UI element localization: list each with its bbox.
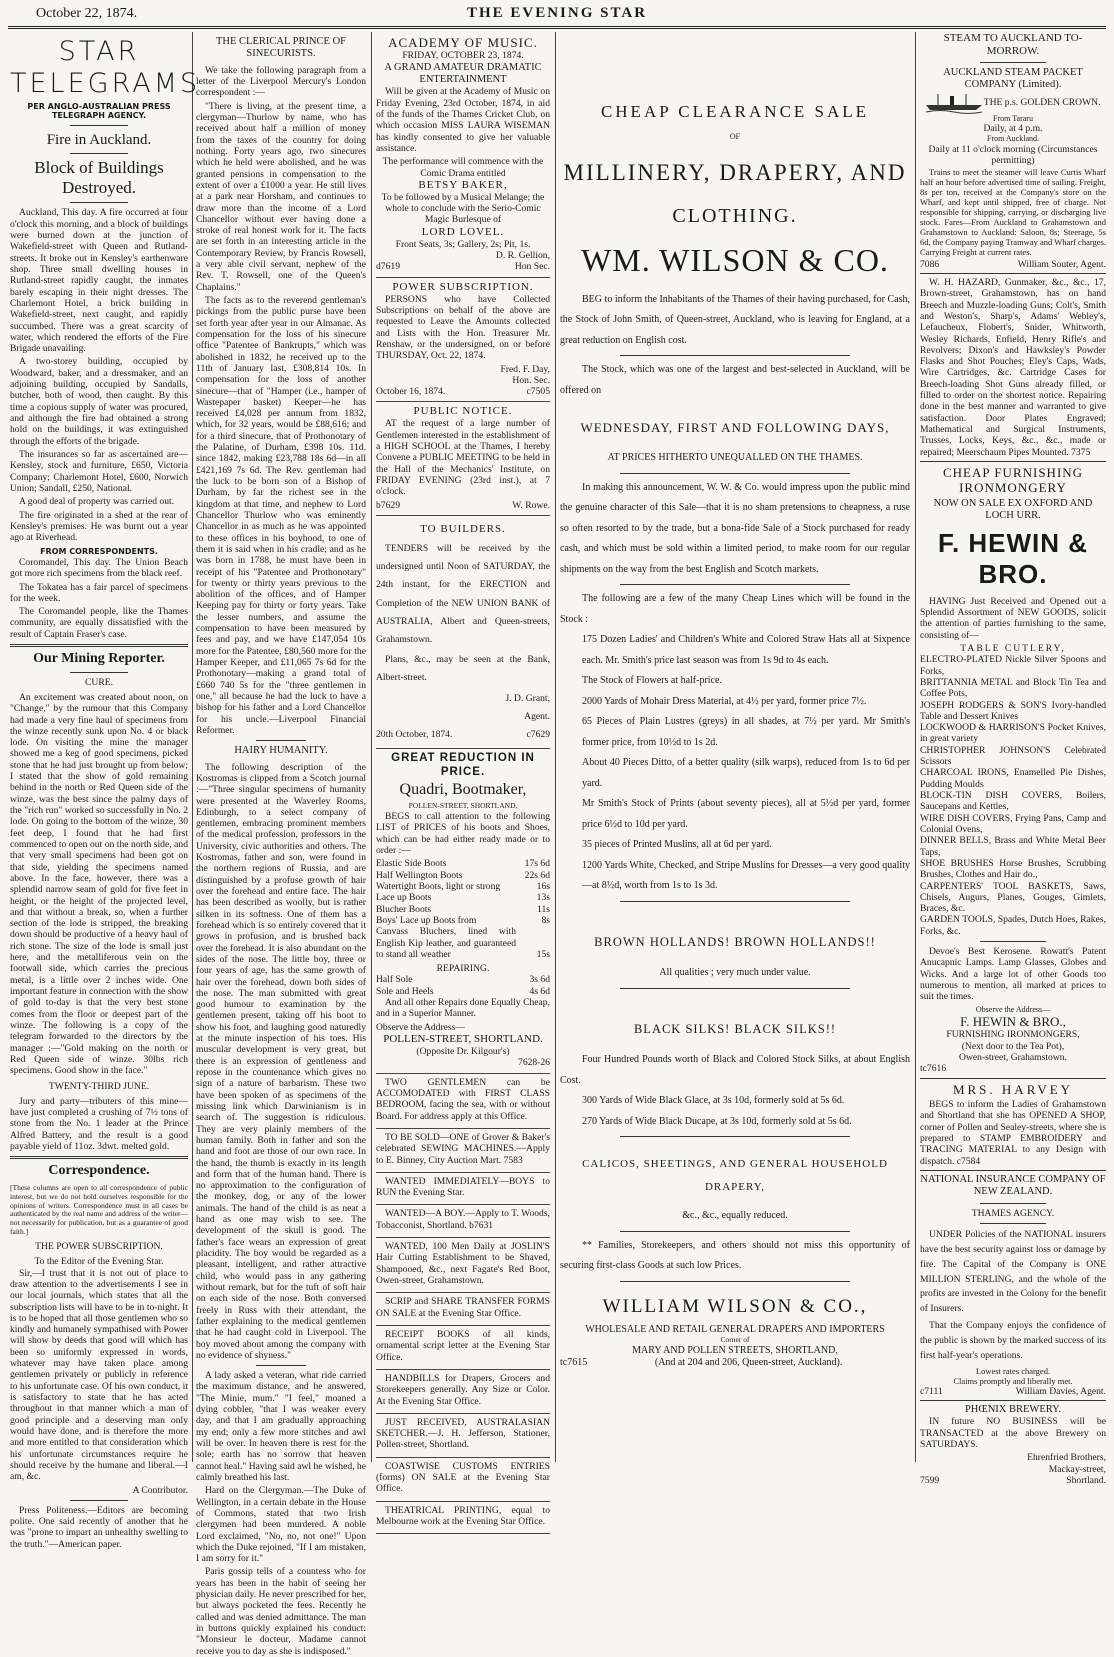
ad-code: d7619 (376, 261, 400, 273)
hazard-ad: W. H. HAZARD, Gunmaker, &c., &c., 17, Brown-street, Grahamstown, has on hand Breech and Muzzle-loading Guns; Colt's, Smith and Weston's, Sharp's, Adams' Webley's, Lefaucheux, Flobert's, Snider, Whitworth, Wesley Richards, Enfield, Henry Rifle's and Revolvers; Dixon's and Hawksley's Powder Flasks and Shot Pouches; Eley's Caps, Wads, Wire Cartridges, &c. Cartridge Cases for Breech-loading Shot Guns already filled, or filled to order on the shortest notice. Repairing done in the best manner and warranted to give satisfaction. Door Plates Engraved; Mathematical and Surgical Instruments, Trusses, Locks, Keys, &c., &c., made or repaired; Meerschaum Pipes Mounted. 7375 (920, 276, 1106, 458)
small-ad (376, 1414, 550, 1458)
price-list (376, 858, 550, 960)
power-letter: Sir,—I trust that it is not out of place to draw attention to the advertisements I see in our local journals, which states that all the subscription lists will have to be in to-night. It is to be hoped that all those gentlemen who so kindly and humanely sympathised with Power will show by deeds that good will which has been so uniformly expressed in words, whatever may have taken place among gentlemen privately or publicly in reference to his unfortunate case. Of his own conduct, it is satisfactory to state that he has acted throughout in that manner which a man of good principle and a deserving man only would have done, and is therefore the more and more entitled to that consideration which his unfortunate circumstances require he should receive by the humane and liberal.—I am, &c. (10, 1267, 188, 1483)
stock-item: The Stock of Flowers at half-price. (582, 675, 722, 687)
builders-date: 20th October, 1874. (376, 729, 453, 741)
sale-clothing: CLOTHING. (672, 204, 798, 227)
furnish-head: CHEAP FURNISHING IRONMONGERY (942, 464, 1084, 496)
hewin2-addr: Owen-street, Grahamstown. (959, 1052, 1067, 1064)
divider (620, 1281, 850, 1282)
price-item: Half Sole (376, 974, 413, 986)
price-item: Canvass Bluchers, lined with English Kip leather, and guaranteed to stand all weather (376, 926, 516, 960)
builders-plans: Plans, &c., may be seen at the Bank, Albert-street. (376, 654, 550, 684)
price-row (376, 892, 550, 903)
reduction-body: BEGS to call attention to the following LIST of PRICES of his boots and Shoes, which can be had either ready made or to order :— (376, 811, 550, 857)
power-body: PERSONS who have Collected Subscriptions on behalf of the above are requested to Leave the Amounts collected and Lists with the Hon. Treasurer Mr. Renshaw, or the undersigned, on or before THURSDAY, Oct. 22, 1874. (376, 293, 550, 362)
builders-body: TENDERS will be received by the undersigned until Noon of SATURDAY, the 24th instant, for the ERECTION and Completion of the NEW UNION BANK of AUSTRALIA, Albert and Queen-streets, Grahamstown. (376, 542, 550, 645)
footer-corner: Corner of (720, 1335, 750, 1345)
phoenix-body: IN future NO BUSINESS will be TRANSACTED at the above Brewery on SATURDAYS. (920, 1416, 1106, 1450)
footer-streets: MARY AND POLLEN STREETS, SHORTLAND, (632, 1344, 838, 1356)
stock-item: 175 Dozen Ladies' and Children's White and Colored Straw Hats all at Sixpence each. Mr. Smith's price last season was from 1s 9d to 4s each. (582, 634, 910, 666)
intro-paragraph: BEG to inform the Inhabitants of the Thames of their having purchased, for Cash, the Stock of John Smith, of Queen-street, Auckland, who is leaving for England, at a great reduction on English cost. (560, 293, 910, 346)
divider (70, 202, 128, 203)
lady-paragraph: A lady asked a veteran, what ride carried the maximum distance, and he answered, "The Minie, mum." "I feel," moaned a dying cobbler, "that I was weaker every day, and that I am gradually approaching my end; only a few more stitches and awl will be over. In heaven there is rest for the sole; earth has no sorrow that heaven cannot heal." Having said awl he wished, he calmly breathed his last. (196, 1370, 366, 1483)
fire-paragraph: A two-storey building, occupied by Woodward, baker, and a dressmaker, and an adjoining building, occupied by Sandalls, butcher, both of wood, then caught. By this time a copious supply of water was procured, and although the fire had obtained a strong hold on the buildings, it was extinguished through the efforts of the brigade. (10, 356, 188, 447)
ad-builders (376, 516, 550, 749)
fire-paragraph: The insurances so far as ascertained are—Kensley, stock and furniture, £650, Victoria Company; Charlemont Hotel, £600, Norwich Union; Sandall, £250, National. (10, 448, 188, 494)
ship-daily2: Daily at 11 o'clock morning (Circumstances permitting) (928, 143, 1098, 167)
small-ad (376, 1129, 550, 1173)
phoenix-sign: Ehrenfried Brothers, (1027, 1452, 1106, 1464)
sale-prices: AT PRICES HITHERTO UNEQUALLED ON THE THAMES. (607, 452, 863, 464)
price-value: 15s (536, 948, 550, 960)
divider (620, 1136, 850, 1137)
subhead-june: TWENTY-THIRD JUNE. (48, 1080, 150, 1092)
small-ad-text: WANTED, 100 Men Daily at JOSLIN'S Hair Cutting Establishment to be Shaved, Shampooed, &c., next Fagate's Red Boot, Owen-street, Grahamstown. (376, 1241, 550, 1286)
power-sign2: Hon. Sec. (512, 374, 550, 386)
ship-sign: William Souter, Agent. (1017, 258, 1106, 270)
academy-date: FRIDAY, OCTOBER 23, 1874. (402, 50, 524, 62)
divider (620, 988, 850, 989)
hewin-item: WIRE DISH COVERS, Frying Pans, Camp and Colonial Ovens, (920, 812, 1106, 835)
column-divider (555, 32, 556, 1462)
price-item: Sole and Heels (376, 985, 434, 997)
reduction-firm: Quadri, Bootmaker, (399, 781, 527, 799)
divider (980, 941, 1046, 942)
cure-paragraph: An excitement was created about noon, on "Change," by the rumour that this Company had made a very fine haul of specimens from the winze recently sunk upon No. 4 or black lode. On visiting the mine the manager showed me a keg of good specimens, picked stone that he had just brought up from below; I stated that the show of gold remaining behind in the north or Red Queen side of the winze, was the best since the palmy days of the "rich run" worked so successfully in No. 2 lode. On going to the bottom of the winze, 30 feet deep, I found that he had first commenced to open out on the north side, and that very small specimens had been got on that side, yielding the specimens named above. In the face, however, there was a splendid narrow seam of gold for five feet in height, or the height of the projected level, and that without a break, so, when a further section of the lode is stripped, the breaking down should be productive of a heavy haul of rich stone. The size of the lode is small just here, and the metalliferous vein on the footwall side, which carries the precious metal, is a little over 2 inches wide. One important feature in connection with the show of gold to-day is that the very best stone comes from the floor or deepest part of the winze. The following is a copy of the telegram forwarded to the directors by the manager :—"Gold making on the north or Red Queen side of winze. 30lbs rich specimens. Good show in the face." (10, 691, 188, 1077)
column-3 (376, 32, 550, 1527)
ad-code: c7505 (526, 386, 550, 398)
ship-from1: From Tararu (993, 113, 1033, 123)
price-item: Boys' Lace up Boots from (376, 914, 477, 926)
ship-block (920, 92, 1106, 114)
hewin-item: TABLE CUTLERY, (960, 642, 1066, 654)
calico-sub: &c., &c., equally reduced. (682, 1210, 788, 1222)
agency-line: PER ANGLO-AUSTRALIAN PRESS TELEGRAPH AGENCY. (27, 101, 171, 121)
prince-paragraph: We take the following paragraph from a letter of the Liverpool Mercury's London correspondent :— (196, 64, 366, 99)
academy-body: Will be given at the Academy of Music on Friday Evening, 23rd October, 1874, in aid of the funds of the Thames Cricket Club, on which occasion MISS LAURA WISEMAN has kindly consented to give her valuable assistance. (376, 86, 550, 154)
ad-academy (376, 32, 550, 278)
sale-days: WEDNESDAY, FIRST AND FOLLOWING DAYS, (580, 420, 890, 436)
repairing-title: REPAIRING. (436, 963, 490, 975)
price-row (376, 915, 550, 926)
small-ad (376, 1326, 550, 1370)
ad-code: c7111 (920, 1385, 943, 1397)
stock-paragraph: The Stock, which was one of the largest and best-selected in Auckland, will be offered on (560, 364, 910, 396)
divider (256, 740, 306, 741)
ship-name: THE p.s. GOLDEN CROWN. (983, 96, 1101, 108)
notice-title: PUBLIC NOTICE. (413, 405, 513, 418)
small-ad (376, 1238, 550, 1293)
reduction-address: POLLEN-STREET, SHORTLAND. (383, 1033, 543, 1046)
hewin2-next: (Next door to the Tea Pot), (961, 1040, 1065, 1052)
section-title-correspondence: Correspondence. (48, 1163, 150, 1179)
press-politeness: Press Politeness.—Editors are becoming polite. One said recently of another that he was "prone to impart an unhealthy swelling to the truth."—American paper. (10, 1504, 188, 1550)
column-divider (192, 32, 193, 1462)
price-value: 16s (536, 880, 550, 892)
divider (620, 584, 850, 585)
observe-address: Observe the Address— (376, 1021, 465, 1033)
thames-head: THAMES AGENCY. (971, 1207, 1055, 1219)
price-value: 17s 6d (524, 858, 550, 870)
academy-sign2: Hon Sec. (514, 261, 550, 273)
builders-title: TO BUILDERS. (420, 522, 506, 535)
price-row (376, 858, 550, 869)
harvey-head: MRS. HARVEY (952, 1081, 1074, 1097)
hewin-item: ELECTRO-PLATED Nickle Silver Spoons and Forks, (920, 654, 1106, 677)
insurance-body2: That the Company enjoys the confidence of the public is shown by the marked success of its first half-year's operations. (920, 1320, 1106, 1361)
footer-firm: WILLIAM WILSON & CO., (602, 1295, 868, 1317)
silk-item: Four Hundred Pounds worth of Black and Colored Stock Silks, at about English Cost. (560, 1054, 910, 1086)
price-item: Blucher Boots (376, 903, 432, 915)
divider (10, 1156, 188, 1159)
divider (620, 355, 850, 356)
column-1 (10, 32, 201, 1550)
silk-item: 300 Yards of Wide Black Glace, at 3s 10d, formerly sold at 5s 6d. (582, 1095, 845, 1107)
correspondence-note: [These columns are open to all correspondence of public interest, but we do not hold ourselves responsible for the opinions of writers. Correspondence must in all cases be authenticated by the real name and address of the writer—not necessarily for publication, but as a guarantee of good faith.] (10, 1182, 188, 1237)
silk-item: 270 Yards of Wide Black Ducape, at 3s 10d, formerly sold at 5s 6d. (582, 1115, 852, 1127)
small-ad-text: TWO GENTLEMEN can be ACCOMODATED with FIRST CLASS BEDROOM, facing the sea, with or without Board. For address apply at this Office. (376, 1076, 550, 1122)
small-ad (376, 1205, 550, 1238)
column-divider (915, 32, 916, 1462)
corr-paragraph: The Coromandel people, like the Thames community, are equally dissatisfied with the result of Captain Fraser's case. (10, 606, 188, 640)
families-paragraph: ** Families, Storekeepers, and others should not miss this opportunity of securing first-class Goods at such low Prices. (560, 1239, 910, 1272)
academy-prices: Front Seats, 3s; Gallery, 2s; Pit, 1s. (395, 238, 531, 250)
ad-code: 7628-26 (518, 1057, 550, 1069)
price-item: Half Wellington Boots (376, 869, 463, 881)
announce-paragraph: In making this announcement, W. W. & Co. would impress upon the public mind the genuine character of this Sale—that it is no sham pretensions to cheapness, a ruse so often resorted to by the trade, but a bona-fide Sale of a Stock purchased for ready cash, and which must be sold within a limited period, to make room for our regular shipments on the way from the best English and Scotch markets. (560, 481, 910, 575)
price-item: Lace up Boots (376, 892, 432, 904)
divider (920, 273, 1106, 274)
prince-paragraph: "There is living, at the present time, a clergyman—Thurlow by name, who has received about half a million of money from the taxes of the country for doing nothing. Forty years ago, two sinecures which he held were abolished, and he was granted pensions in compensation to the extent of over a £1000 a year. He still lives at a park near Horsham, and continues to draw more than the income of a Lord Chancellor without ever having done a stroke of real honest work for it. The facts are set forth in an interesting article in the Contemporary Review, by Francis Rowsell, a very able civil servant, nephew of the Rev. T. Rowsell, one of the Queen's Chaplains." (196, 100, 366, 293)
letter-signature: A Contributor. (132, 1484, 188, 1496)
section-title-mining: Our Mining Reporter. (33, 651, 165, 667)
small-ad-text: HANDBILLS for Drapers, Grocers and Storekeepers generally. Any Size or Color. At the Evening Star Office. (376, 1372, 550, 1407)
insurance-claims: Claims promptly and liberally met. (953, 1375, 1073, 1386)
phoenix-sign3: Shortland. (1066, 1474, 1106, 1486)
following-paragraph: The following are a few of the many Cheap Lines which will be found in the Stock : (560, 593, 910, 625)
firm-name: WM. WILSON & CO. (581, 242, 889, 279)
small-ad (376, 1458, 550, 1502)
price-value: 11s (537, 903, 550, 915)
small-ad (376, 1074, 550, 1129)
sale-of: OF (729, 132, 741, 142)
letter-addressee: To the Editor of the Evening Star. (34, 1256, 164, 1268)
insurance-body: UNDER Policies of the NATIONAL insurers have the best security against loss or damage by fire. The Capital of the Company is ONE MILLION STERLING, and the whole of the profits are invested in the Colony for the benefit of Insurers. (920, 1228, 1106, 1315)
column-5 (920, 32, 1106, 1486)
hewin-item: CARPENTERS' TOOL BASKETS, Saws, Chisels, Augurs, Planes, Gouges, Gimlets, Braces, &c. (920, 880, 1106, 915)
price-value: 8s (541, 914, 550, 926)
june-paragraph: Jury and party—tributers of this mine—have just completed a crushing of 7½ tons of stone from the No. 1 leader at the Prince Alfred Battery, and the result is a good payable yield of 11oz. 3dwt. melted gold. (10, 1095, 188, 1153)
stock-item: 65 Pieces of Plain Lustres (greys) in all shades, at 7½ per yard. Mr Smith's former price, from 10½d to 1s 2d. (582, 716, 910, 748)
subhead-correspondents: FROM CORRESPONDENTS. (40, 547, 158, 557)
small-ad-text: WANTED IMMEDIATELY—BOYS to RUN the Evening Star. (376, 1175, 550, 1199)
fire-paragraph: Auckland, This day. A fire occurred at four o'clock this morning, and a block of buildings were burned down at the junction of Wakefield-street with Queen and Rutland-streets. It broke out in Kensley's earthenware shop. Three small dwelling houses in Rutland-street rapidly caught, the inmates barely escaping in their night dresses. The Charlemont Hotel, a brick building in Wakefield-street, next caught, and rapidly succumbed. There was a great scarcity of water, which rendered the efforts of the Fire Brigade unavailing. (10, 207, 188, 355)
power-title: POWER SUBSCRIPTION. (392, 280, 534, 293)
power-date: October 16, 1874. (376, 386, 446, 398)
phoenix-head: PHŒNIX BREWERY. (964, 1404, 1062, 1415)
column-4-wilson-ad (560, 32, 910, 1462)
notice-sign: W. Rowe. (512, 499, 550, 511)
stock-item: About 40 Pieces Ditto, of a better quality (silk warps), reduced from 1s to 6d per yard. (582, 757, 910, 789)
hard-paragraph: Hard on the Clergyman.—The Duke of Wellington, in a certain debate in the House of Commons, stated that two Irish clergymen had been murdered. A noble Lord exclaimed, "No, no, not one!" Upon which the Duke rejoined, "If I am mistaken, I am sorry for it." (196, 1485, 366, 1565)
subhead-cure: CURE. (85, 676, 113, 688)
academy-follow: To be followed by a Musical Melange; the whole to conclude with the Serio-Comic Magic Burlesque of (381, 191, 545, 226)
hewin-item: LOCKWOOD & HARRISON'S Pocket Knives, in great variety (920, 722, 1106, 745)
column-2 (196, 32, 367, 1657)
ad-code: c7629 (526, 729, 550, 741)
hewin-item: SHOE BRUSHES Horse Brushes, Scrubbing Brushes, Clothes and Hair do., (920, 857, 1106, 881)
stock-item: 1200 Yards White, Checked, and Stripe Muslins for Dresses—a very good quality—at 8½d, worth from 1s to 1s 3d. (582, 859, 910, 892)
price-row (376, 881, 550, 892)
ad-body (560, 290, 910, 1282)
price-row (376, 986, 550, 997)
price-value: 22s 6d (524, 869, 550, 881)
insurance-sign: William Davies, Agent. (1015, 1385, 1106, 1397)
paper-title: THE EVENING STAR (466, 5, 648, 21)
builders-sign2: Agent. (524, 710, 550, 722)
paris-paragraph: Paris gossip tells of a countess who for years has been in the habit of seeing her physician daily. He never prescribed for her, but always pocketed the fees. Recently he called and was denied admittance. The man in buttons quickly explained his conduct: "Monsieur le docteur, Madame cannot receive you to day as she is indisposed." (196, 1566, 367, 1657)
hewin-item: BLOCK-TIN DISH COVERS, Boilers, Saucepans and Kettles, (920, 790, 1106, 813)
price-value: 4s 6d (529, 985, 550, 997)
sale-goods: MILLINERY, DRAPERY, AND (563, 160, 907, 186)
hewin2-title: F. HEWIN & BRO., (960, 1014, 1066, 1030)
corr-paragraph: Coromandel, This day. The Union Beach got more rich specimens from the black reef. (10, 556, 188, 580)
small-ad-text: WANTED—A BOY.—Apply to T. Woods, Tobacconist, Shortland. b7631 (376, 1208, 550, 1231)
holland-sub: All qualities ; very much under value. (659, 967, 811, 979)
small-ad-text: COASTWISE CUSTOMS ENTRIES (forms) ON SALE at the Evening Star Office. (376, 1460, 550, 1495)
divider (620, 901, 850, 902)
hewin-item: CHRISTOPHER JOHNSON'S Celebrated Scissors (920, 744, 1106, 768)
notice-body: AT the request of a large number of Gentlemen interested in the establishment of a HIGH SCHOOL at the Thames, I hereby Convene a PUBLIC MEETING to be held in the Hall of the Mechanics' Institute, on FRIDAY EVENING (23rd inst.), at 7 o'clock. (376, 418, 550, 498)
divider (620, 1231, 850, 1232)
price-item: Elastic Side Boots (376, 858, 447, 870)
stock-item: Mr Smith's Stock of Prints (about seventy pieces), all at 5½d per yard, former price 6½d to 10d per yard. (582, 798, 910, 830)
power-sign: Fred. F. Day, (500, 363, 550, 375)
phoenix-sign2: Mackay-street, (1048, 1463, 1106, 1475)
stock-item: 35 pieces of Printed Muslins, all at 6d per yard. (582, 839, 772, 851)
price-row (376, 974, 550, 985)
divider (920, 1400, 1106, 1401)
small-ad-text: THEATRICAL PRINTING, equal to Melbourne work at the Evening Star Office. (376, 1504, 550, 1527)
hewin-item: DINNER BELLS, Brass and White Metal Beer Taps, (920, 835, 1106, 858)
divider (620, 473, 850, 474)
small-ad-text: SCRIP and SHARE TRANSFER FORMS ON SALE at the Evening Star Office. (376, 1296, 550, 1319)
fire-paragraph: A good deal of property was carried out. (19, 496, 175, 508)
ship-body: Trains to meet the steamer will leave Curtis Wharf half an hour before advertised time of sailing. Freight, 8s per ton, received at the Company's store on the Wharf, and kept until shipped, free of charge. Not responsible for shipping, carrying, or discharging live stock. Fares—From Auckland to Grahamstown and Grahamstown to Auckland: Saloon, 8s; Steerage, 5s 6d, the Company paying Tramway and Wharf charges. Carrying Freight at current rates. (920, 166, 1106, 257)
academy-sign: D. R. Gellion, (495, 250, 550, 262)
hewin-item: CHARCOAL IRONS, Enamelled Pie Dishes, Pudding Moulds (920, 767, 1106, 790)
insurance-head: NATIONAL INSURANCE COMPANY OF NEW ZEALAND. (920, 1173, 1106, 1198)
footer-address: (And at 204 and 206, Queen-street, Auckland). (654, 1356, 843, 1368)
ad-code: tc7616 (920, 1063, 947, 1075)
ship-from2: From Auckland. (987, 134, 1039, 144)
divider (980, 1203, 1046, 1204)
price-row (376, 904, 550, 915)
corr-paragraph: The Tokatea has a fair parcel of specimens for the week. (10, 581, 188, 604)
steam-company: AUCKLAND STEAM PACKET COMPANY (Limited). (943, 66, 1083, 91)
academy-play: BETSY BAKER, (418, 178, 508, 191)
ad-code: b7629 (376, 499, 400, 511)
hewin2-sub: FURNISHING IRONMONGERS, (946, 1029, 1080, 1041)
small-ad (376, 1370, 550, 1414)
price-value: 13s (536, 892, 550, 904)
academy-title: ACADEMY OF MUSIC. (388, 35, 538, 50)
steamship-icon (926, 92, 982, 114)
fire-paragraph: The fire originated in a shed at the rear of Kensley's premises. He was burnt out a year ago at Riverhead. (10, 509, 188, 544)
divider (980, 62, 1046, 63)
divider (70, 153, 128, 154)
silk-head: BLACK SILKS! BLACK SILKS!! (633, 1021, 837, 1036)
price-row (376, 870, 550, 881)
divider (70, 1500, 128, 1501)
masthead (8, 4, 1106, 29)
reduction-street: POLLEN-STREET, SHORTLAND, (408, 801, 518, 811)
builders-sign: J. D. Grant, (505, 692, 550, 704)
hewin-title: F. HEWIN & BRO. (937, 528, 1089, 590)
sale-title: CHEAP CLEARANCE SALE (600, 102, 870, 121)
harvey-body: BEGS to inform the Ladies of Grahamstown and Shortland that she has OPENED A SHOP, corner of Pollen and Sealey-streets, where she is prepared to STAMP EMBROIDERY and TRACING MATERIAL to any Design with dispatch. c7584 (920, 1098, 1106, 1167)
headline-fire: Fire in Auckland. (46, 131, 152, 148)
ad-public-notice (376, 402, 550, 515)
headline-hairy: HAIRY HUMANITY. (234, 745, 328, 757)
hewin-item: JOSEPH RODGERS & SON'S Ivory-handled Table and Dessert Knives (920, 699, 1106, 722)
issue-date: October 22, 1874. (36, 6, 138, 21)
divider (70, 672, 128, 673)
price-item: Watertight Boots, light or strong (376, 880, 501, 892)
hewin-after: Devoe's Best Kerosene. Rowatt's Patent Anucapnic Lamps. Lamp Glasses, Globes and Wicks. And a large lot of other Goods too numerous to mention, all marked at prices to suit the times. (920, 946, 1106, 1003)
furnish-sub: NOW ON SALE EX OXFORD AND LOCH URR. (933, 497, 1093, 521)
headline-block: Block of Buildings Destroyed. (34, 158, 164, 198)
hewin-item: GARDEN TOOLS, Spades, Dutch Hoes, Rakes, Forks, &c. (920, 914, 1106, 937)
subhead-power: THE POWER SUBSCRIPTION. (35, 1240, 163, 1252)
prince-paragraph: The facts as to the reverend gentleman's pickings from the public purse have been set forth year after year in our Almanac. As compensation for the loss of his sinecure office "Patentee of Bankrupts," which was abolished in 1832, he received up to the 11th of January last, £308,814 10s. In compensation for the loss of another sinecure—that of "Hamper (i.e., hamper of Wastepaper basket) Keeper—he has received £4,028 per annum from 1832, which, for 32 years, would be £88,616; and for a third sinecure, that of Prothonotary of the Palatine, of Durham, £398 10s. 11d. since 1842, making £23,788 18s 6d—in all £421,169 7s 6d. The Rev. gentleman had the luck to be born son of a Bishop of Durham, by far the richest see in the kingdom at that time, and nephew to Lord Chancellor Thurlow who was eminently Chancellor in as much as he was appointed to these offices in his boyhood, to one of them it is said when in his cradle; and as he was born in 1788, he must have been in receipt of his "Patentee and Prothonotary" for twenty or thirty years previous to the abolition of the offices, and of Hamper Keeping pay for thirty or forty years. Take the lesser numbers, and assume the compensation to have been measured by fees and pay, and we have £147,054 10s more for the Patentee, £80,560 more for the Hamper Keeper, and £11,065 7s 6d for the Prothonotary—making a grand total of £660 740 5s for the "three gentlemen in one," all because he had the luck to have a bishop for his father and a Lord Chancellor for his uncle.—Liverpool Financial Reformer. (196, 295, 366, 736)
small-ad-text: TO BE SOLD—ONE of Grover & Baker's celebrated SEWING MACHINES.—Apply to E. Binney, City Auction Mart. 7583 (376, 1131, 550, 1166)
ad-code: 7599 (920, 1474, 940, 1486)
insurance-rates: Lowest rates charged. (975, 1365, 1051, 1376)
academy-perf: The performance will commence with the Comic Drama entitled (382, 156, 544, 179)
calico-head: CALICOS, SHEETINGS, AND GENERAL HOUSEHOLD DRAPERY, (582, 1158, 888, 1193)
ad-code: 7086 (920, 258, 940, 270)
small-ad (376, 1502, 550, 1535)
column-divider (371, 32, 372, 1462)
hewin-item: BRITTANNIA METAL and Block Tin Tea and Coffee Pots, (920, 676, 1106, 700)
price-value: 3s 6d (529, 974, 550, 986)
price-row (376, 926, 550, 960)
section-title-telegrams: STAR TELEGRAMS (10, 36, 201, 99)
ad-code: tc7615 (560, 1356, 588, 1368)
ad-power-subscription (376, 278, 550, 403)
small-ad (376, 1293, 550, 1326)
divider (10, 644, 188, 647)
footer-desc: WHOLESALE AND RETAIL GENERAL DRAPERS AND IMPORTERS (585, 1324, 885, 1336)
divider (70, 125, 128, 126)
divider (980, 1223, 1046, 1224)
repair-note: And all other Repairs done Equally Cheap, and in a Superior Manner. (376, 997, 550, 1020)
headline-prince: THE CLERICAL PRINCE OF SINECURISTS. (216, 36, 346, 60)
small-ad (376, 1173, 550, 1206)
divider (920, 461, 1106, 462)
small-ad-text: JUST RECEIVED, AUSTRALASIAN SKETCHER.—J. H. Jefferson, Stationer, Pollen-street, Shortland. (376, 1416, 550, 1451)
stock-item: 2000 Yards of Mohair Dress Material, at 4½ per yard, former price 7½. (582, 695, 867, 707)
academy-sub: A GRAND AMATEUR DRAMATIC ENTERTAINMENT (384, 61, 542, 86)
divider (920, 1170, 1106, 1171)
ship-daily1: Daily, at 4 p.m. (983, 123, 1043, 135)
reduction-title: GREAT REDUCTION IN PRICE. (391, 752, 535, 778)
divider (920, 1078, 1106, 1079)
hewin-body: HAVING Just Received and Opened out a Splendid Assortment of NEW GOODS, solicit the attention of parties furnishing to the same, consisting of— (920, 595, 1106, 641)
divider (256, 1365, 306, 1366)
holland-head: BROWN HOLLANDS! BROWN HOLLANDS!! (594, 934, 876, 949)
ad-reduction (376, 749, 550, 1073)
reduction-opposite: (Opposite Dr. Kilgour's) (416, 1046, 510, 1057)
steam-head: STEAM TO AUCKLAND TO-MORROW. (943, 32, 1083, 57)
small-ad-text: RECEIPT BOOKS of all kinds, ornamental script letter at the Evening Star Office. (376, 1328, 550, 1363)
academy-burlesque: LORD LOVEL. (421, 225, 505, 238)
observe-address: Observe the Address— (975, 1004, 1051, 1014)
hairy-paragraph: The following description of the Kostromas is clipped from a Scotch journal :—"Three singular specimens of humanity were presented at the Waverley Rooms, Edinburgh, to a select company of gentlemen, embracing prominent members of the medical profession, professors in the University, civic authorities and others. The Kostromas, father and son, were found in the northern regions of Russia, and are distinguished by a profuse growth of hair over the forehead and entire face. The hair has been described as woolly, but is rather silken in its softness. One of them has a forehead which is so entirely covered that it grows in profusion, and is brushed back over the forehead. It is also abundant on the sides of the nose. The little boy, three or four years of age, has the same growth of hair over the forehead, down both sides of the nose. The man submitted with great good humour to examination by the gentlemen present, taking off his boot to show his foot, and laughing good naturedly at the minute inspection of his toes. His muscular development is very great, but there is an expression of gentleness and repose in the countenance which gives no sign of a nature of barbarism. These two have been spoken of as specimens of the missing link which Darwinianism is in search of. The suggestion is ridiculous. They are very plainly members of the human family. Both in father and son the hand and foot are those of our own race. In the hand, the thumb is exactly in its length and form that of the human hand. There is no approximation to the configuration of the monkey, dog, or any of the lower animals. The hand of the child is as neat a hand as one may wish to see. The development of the skull is good. The father's face wears an expression of great placidity. The boy would be regarded as a pleasant, intelligent, and rather attractive child, who would pass in any gathering without remark, but for the tuft of soft hair on each side of the nose. Both conversed freely in Russ with their attendant, the father explaining to the medical gentlemen that he had caught cold in Liverpool. The boy moved about among the company with no evidence of shyness." (196, 761, 366, 1361)
